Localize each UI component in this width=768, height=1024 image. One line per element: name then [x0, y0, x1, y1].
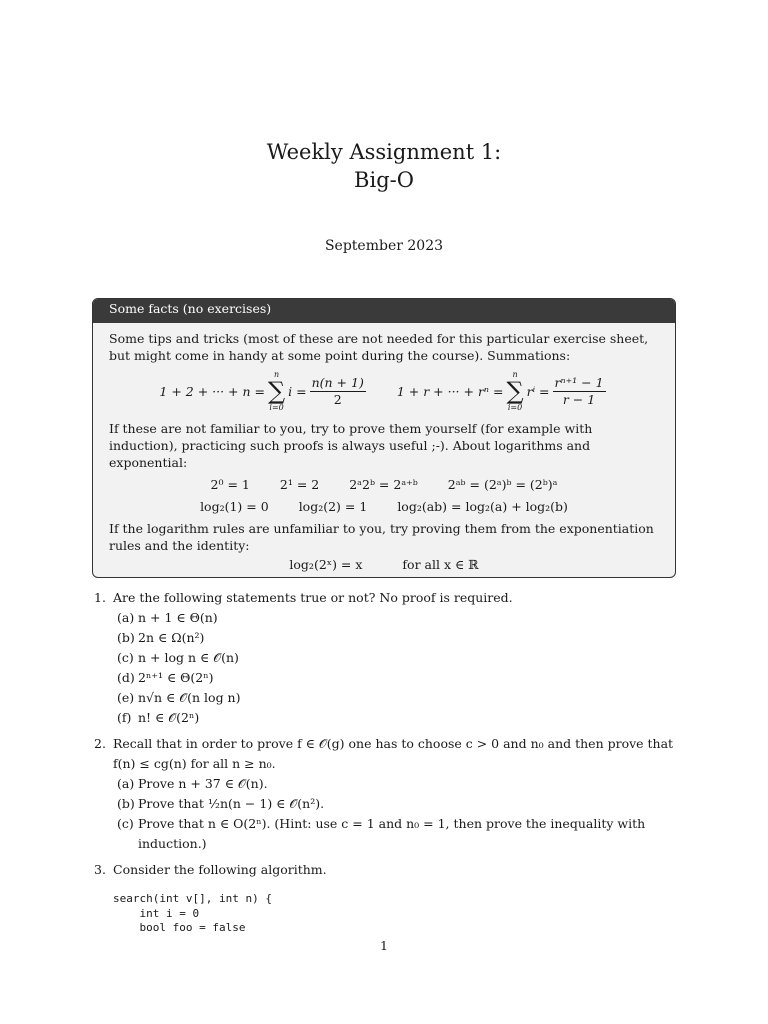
sum1-denominator: 2 — [333, 391, 342, 407]
sum2-lower: i=0 — [507, 403, 523, 412]
sum2-upper: n — [512, 370, 518, 379]
sub-question-label: (e) — [117, 690, 135, 705]
title-line-2: Big-O — [354, 168, 414, 192]
sub-question-text: 2ⁿ⁺¹ ∈ Θ(2ⁿ) — [138, 670, 214, 685]
code-listing — [113, 892, 694, 936]
sub-question-label: (d) — [117, 670, 135, 685]
exp-rule: 2⁰ = 1 — [210, 477, 250, 492]
facts-paragraph-3: If the logarithm rules are unfamiliar to you, try proving them from the exponentiation rules and the identity: — [109, 521, 654, 553]
sub-question — [113, 688, 694, 708]
document-title — [0, 138, 768, 194]
sub-question-text: Prove that ½n(n − 1) ∈ 𝒪(n²). — [138, 796, 325, 811]
sub-question-label: (a) — [117, 610, 135, 625]
question-1 — [94, 588, 694, 728]
question-2 — [94, 734, 694, 854]
exponent-rules — [109, 476, 659, 493]
facts-box-heading: Some facts (no exercises) — [93, 299, 675, 323]
sub-question-text: n! ∈ 𝒪(2ⁿ) — [138, 710, 200, 725]
page-number: 1 — [380, 938, 388, 953]
sub-question-text: Prove n + 37 ∈ 𝒪(n). — [138, 776, 268, 791]
sum1-numerator: n(n + 1) — [311, 374, 364, 390]
sum1-lhs: 1 + 2 + ··· + n = — [159, 383, 266, 399]
sum2-fraction — [553, 376, 606, 407]
sum1-upper: n — [274, 370, 280, 379]
facts-paragraph-2: If these are not familiar to you, try to prove them yourself (for example with induction), practicing such proofs is always useful ;-). About logarithms and exponential: — [109, 421, 593, 470]
code-line: int i = 0 — [113, 906, 200, 920]
question-number: 2. — [94, 736, 106, 751]
code-line: search(int v[], int n) { — [113, 892, 272, 905]
question-text: Consider the following algorithm. — [113, 862, 327, 877]
sub-question-label: (c) — [117, 650, 134, 665]
sub-question-text: 2n ∈ Ω(n²) — [138, 630, 205, 645]
log-identity — [109, 556, 659, 573]
sub-question-label: (b) — [117, 796, 135, 811]
sub-question — [113, 774, 694, 794]
sub-question-label: (c) — [117, 816, 134, 831]
question-text: Recall that in order to prove f ∈ 𝒪(g) one has to choose c > 0 and n₀ and then prove that f(n) ≤ cg(n) for all n ≥ n₀. — [113, 736, 674, 771]
sub-question — [113, 628, 694, 648]
sub-question-text: n + log n ∈ 𝒪(n) — [138, 650, 239, 665]
title-line-1: Weekly Assignment 1: — [266, 140, 502, 164]
sub-question-text: Prove that n ∈ O(2ⁿ). (Hint: use c = 1 and n₀ = 1, then prove the inequality with induction.) — [138, 816, 646, 851]
question-number: 3. — [94, 862, 106, 877]
sub-question — [113, 608, 694, 628]
log-rule: log₂(2) = 1 — [298, 499, 368, 514]
code-line: bool foo = false — [113, 921, 246, 934]
facts-box-body — [93, 323, 675, 573]
summation-formulas — [109, 370, 659, 412]
document-date: September 2023 — [324, 238, 444, 254]
sum-formula-1 — [159, 370, 368, 412]
question-3 — [94, 860, 694, 936]
sum2-term: rⁱ = — [526, 383, 550, 399]
sum2-denominator: r − 1 — [562, 391, 596, 407]
exp-rule: 2ᵃ2ᵇ = 2ᵃ⁺ᵇ — [349, 477, 418, 492]
sum2-numerator: rⁿ⁺¹ − 1 — [554, 374, 604, 390]
sum-formula-2 — [397, 370, 609, 412]
sub-question-label: (f) — [117, 710, 132, 725]
sub-question — [113, 794, 694, 814]
sub-question — [113, 814, 694, 854]
sum2-sigma — [506, 370, 523, 412]
exp-rule: 2¹ = 2 — [279, 477, 320, 492]
question-number: 1. — [94, 590, 106, 605]
sub-question-text: n + 1 ∈ Θ(n) — [138, 610, 218, 625]
log-rules — [109, 498, 659, 515]
sub-question — [113, 708, 694, 728]
sum1-lower: i=0 — [269, 403, 284, 412]
sub-question-label: (b) — [117, 630, 135, 645]
sigma-symbol: ∑ — [506, 377, 524, 405]
sigma-symbol: ∑ — [268, 377, 286, 405]
question-text: Are the following statements true or not? No proof is required. — [113, 590, 513, 605]
log-rule: log₂(ab) = log₂(a) + log₂(b) — [397, 499, 568, 514]
sub-question — [113, 648, 694, 668]
sub-question-text: n√n ∈ 𝒪(n log n) — [138, 690, 241, 705]
exp-rule: 2ᵃᵇ = (2ᵃ)ᵇ = (2ᵇ)ᵃ — [447, 477, 558, 492]
question-list — [94, 588, 694, 942]
identity-equation: log₂(2ˣ) = x — [289, 557, 363, 572]
facts-intro: Some tips and tricks (most of these are not needed for this particular exercise sheet, but might come in handy at some point during the course). Summations: — [109, 331, 649, 363]
sum1-sigma — [268, 370, 285, 412]
sub-question — [113, 668, 694, 688]
facts-box — [92, 298, 676, 578]
identity-condition: for all x ∈ ℝ — [402, 557, 479, 572]
sub-question-label: (a) — [117, 776, 135, 791]
sum2-lhs: 1 + r + ··· + rⁿ = — [396, 383, 504, 399]
sum1-fraction — [310, 376, 366, 407]
sum1-term: i = — [288, 383, 307, 399]
log-rule: log₂(1) = 0 — [200, 499, 269, 514]
